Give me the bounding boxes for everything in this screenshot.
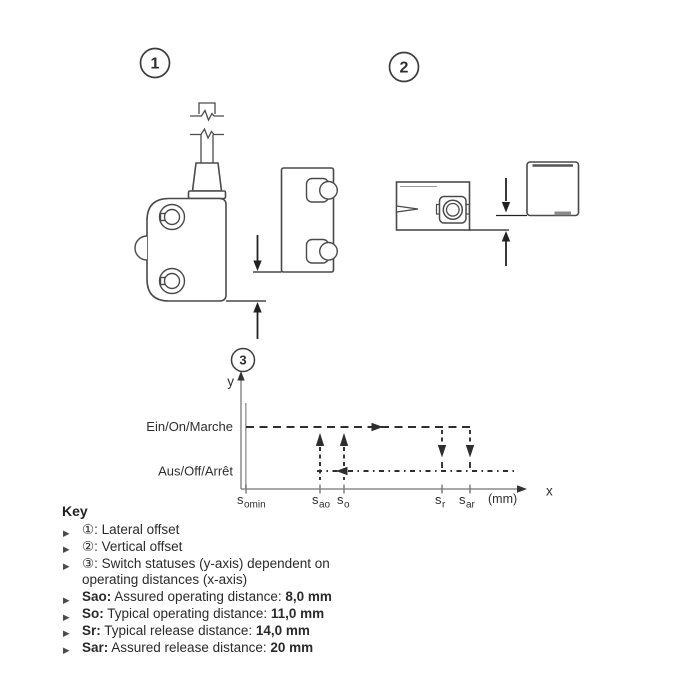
callout-3 — [232, 349, 255, 372]
arrow-up-icon — [502, 231, 510, 242]
svg-text:omin: omin — [244, 499, 266, 511]
axes — [241, 378, 519, 494]
bullet-triangle-icon: ▶ — [63, 527, 70, 538]
bullet-triangle-icon: ▶ — [63, 611, 70, 622]
x-axis-label: x — [546, 483, 553, 499]
offset-dimension-1 — [226, 235, 282, 339]
y-axis-arrow-icon — [237, 371, 244, 381]
actuator-side-view — [527, 162, 579, 216]
section-1-lateral-offset — [135, 49, 337, 340]
section-2-vertical-offset — [390, 53, 579, 267]
switch-off-branch — [317, 467, 518, 475]
y-axis-label: y — [227, 374, 234, 389]
svg-text:s: s — [312, 492, 319, 507]
actuator-sensing-mark — [555, 212, 572, 216]
actuator-front-view — [282, 168, 338, 272]
bullet-triangle-icon: ▶ — [63, 645, 70, 656]
arrow-up-icon — [340, 433, 348, 446]
svg-text:ar: ar — [466, 499, 475, 511]
arrow-left-icon — [336, 467, 348, 475]
sensor-side-view — [397, 182, 470, 230]
key-item-vertical-offset: ▶ ②: Vertical offset — [62, 539, 402, 555]
arrow-down-icon — [438, 445, 446, 458]
graph-labels — [146, 374, 553, 511]
screw-icon — [160, 269, 185, 294]
side-notch — [135, 236, 147, 260]
actuator-screw-icon — [307, 240, 338, 264]
key-title: Key — [62, 503, 88, 519]
offset-dimension-2 — [470, 178, 528, 266]
key-list — [62, 522, 402, 656]
x-axis-arrow-icon — [517, 485, 527, 493]
key-legend — [62, 503, 402, 657]
arrow-up-icon — [316, 433, 324, 446]
x-unit-label: (mm) — [488, 492, 518, 506]
arrow-up-icon — [253, 302, 261, 313]
key-item-sao: ▶ Sao: Assured operating distance: 8,0 mm — [62, 589, 402, 605]
section-3-switch-diagram — [146, 349, 553, 511]
key-item-sar: ▶ Sar: Assured release distance: 20 mm — [62, 640, 402, 656]
key-item-switch-statuses: ▶ ③: Switch statuses (y-axis) dependent on operating distances (x-axis) — [63, 555, 330, 588]
cable-gland — [189, 163, 226, 199]
key-item-lateral-offset: ▶ ①: Lateral offset — [62, 522, 402, 538]
bullet-triangle-icon: ▶ — [63, 594, 70, 605]
callout-2 — [390, 53, 419, 82]
state-off-label: Aus/Off/Arrêt — [158, 463, 233, 479]
svg-text:s: s — [435, 492, 442, 507]
svg-text:s: s — [337, 492, 344, 507]
svg-text:s: s — [237, 492, 244, 507]
sensor-front-view — [135, 199, 226, 302]
actuator-screw-icon — [307, 179, 338, 203]
arrow-down-icon — [466, 445, 474, 458]
svg-text:r: r — [442, 499, 446, 511]
svg-text:o: o — [344, 499, 350, 511]
bullet-triangle-icon: ▶ — [63, 561, 70, 572]
switch-on-branch — [246, 423, 470, 431]
screw-icon — [160, 205, 185, 230]
arrow-down-icon — [502, 202, 510, 213]
fall-transition-arrows — [438, 430, 474, 471]
svg-text:s: s — [459, 492, 466, 507]
arrow-right-icon — [372, 423, 384, 431]
callout-2-number: 2 — [399, 59, 409, 77]
state-on-label: Ein/On/Marche — [146, 419, 233, 434]
callout-1 — [141, 49, 170, 78]
tick-label-sar — [459, 492, 476, 511]
bullet-triangle-icon: ▶ — [63, 544, 70, 555]
key-item-so: ▶ So: Typical operating distance: 11,0 mm — [62, 606, 402, 622]
bullet-triangle-icon: ▶ — [63, 628, 70, 639]
svg-text:ao: ao — [319, 499, 331, 511]
key-item-sr: ▶ Sr: Typical release distance: 14,0 mm — [62, 623, 402, 639]
tick-label-sr — [435, 492, 446, 511]
cable-with-break-icon — [190, 103, 224, 163]
arrow-down-icon — [253, 261, 261, 272]
rise-transition-arrows — [316, 433, 348, 480]
callout-1-number: 1 — [150, 55, 160, 73]
callout-3-number: 3 — [239, 352, 247, 368]
screw-icon — [437, 197, 470, 224]
